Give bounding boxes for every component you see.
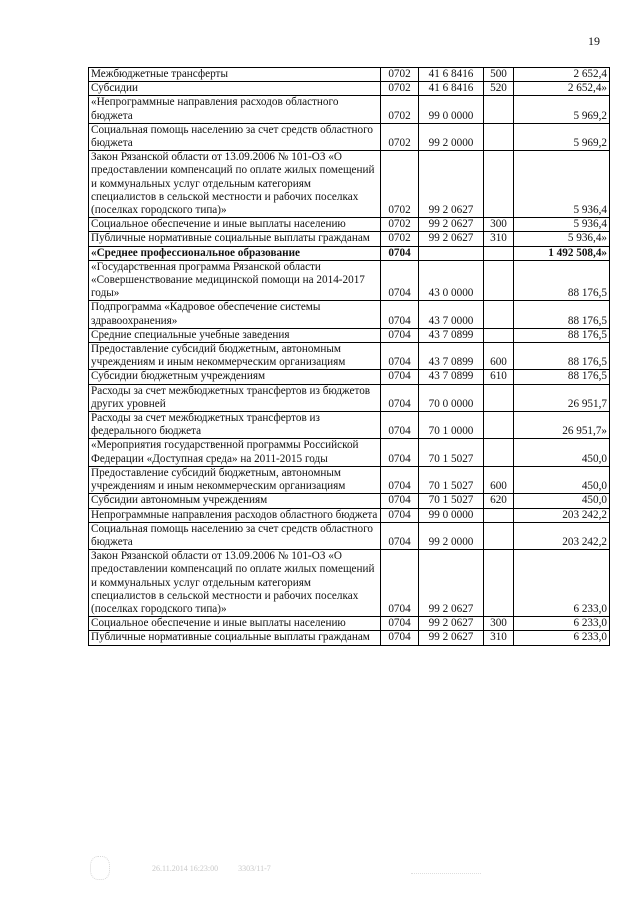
cell-name: «Непрограммные направления расходов областного бюджета xyxy=(89,96,381,123)
cell-expense-type: 620 xyxy=(484,494,514,508)
cell-article: 99 2 0000 xyxy=(419,522,484,549)
cell-expense-type xyxy=(484,260,514,301)
cell-name: Публичные нормативные социальные выплаты гражданам xyxy=(89,631,381,645)
cell-expense-type: 500 xyxy=(484,68,514,82)
cell-name: Субсидии xyxy=(89,82,381,96)
cell-sum: 88 176,5 xyxy=(514,343,610,370)
page-number: 19 xyxy=(588,34,600,48)
cell-name: Подпрограмма «Кадровое обеспечение системы здравоохранения» xyxy=(89,301,381,328)
cell-article: 99 0 0000 xyxy=(419,96,484,123)
cell-article: 70 1 0000 xyxy=(419,412,484,439)
cell-article: 41 6 8416 xyxy=(419,82,484,96)
cell-article: 99 2 0627 xyxy=(419,232,484,246)
cell-section: 0702 xyxy=(381,218,419,232)
cell-section: 0704 xyxy=(381,494,419,508)
cell-sum: 203 242,2 xyxy=(514,508,610,522)
cell-article: 43 0 0000 xyxy=(419,260,484,301)
budget-table-body xyxy=(89,68,610,646)
table-row xyxy=(89,123,610,150)
cell-name: Субсидии автономным учреждениям xyxy=(89,494,381,508)
cell-expense-type xyxy=(484,96,514,123)
cell-section: 0704 xyxy=(381,384,419,411)
cell-expense-type xyxy=(484,550,514,617)
cell-sum: 6 233,0 xyxy=(514,550,610,617)
cell-sum: 203 242,2 xyxy=(514,522,610,549)
table-row xyxy=(89,96,610,123)
cell-sum: 88 176,5 xyxy=(514,260,610,301)
cell-sum: 26 951,7 xyxy=(514,384,610,411)
table-row xyxy=(89,412,610,439)
cell-name: «Среднее профессиональное образование xyxy=(89,246,381,260)
table-row xyxy=(89,631,610,645)
table-row xyxy=(89,68,610,82)
cell-sum: 88 176,5 xyxy=(514,301,610,328)
cell-expense-type: 310 xyxy=(484,631,514,645)
cell-sum: 5 936,4 xyxy=(514,151,610,218)
cell-sum: 6 233,0 xyxy=(514,617,610,631)
table-row xyxy=(89,328,610,342)
cell-section: 0704 xyxy=(381,246,419,260)
cell-expense-type xyxy=(484,508,514,522)
table-row xyxy=(89,550,610,617)
cell-name: Публичные нормативные социальные выплаты гражданам xyxy=(89,232,381,246)
cell-section: 0702 xyxy=(381,151,419,218)
cell-name: Закон Рязанской области от 13.09.2006 № 101-ОЗ «О предоставлении компенсаций по оплате жилых помещений и коммунальных услуг отдельным категориям специалистов в сельской местности и рабочих поселках (поселках городского типа)» xyxy=(89,550,381,617)
cell-article: 99 0 0000 xyxy=(419,508,484,522)
cell-section: 0704 xyxy=(381,508,419,522)
cell-sum: 88 176,5 xyxy=(514,370,610,384)
cell-sum: 6 233,0 xyxy=(514,631,610,645)
table-row xyxy=(89,439,610,466)
cell-article xyxy=(419,246,484,260)
cell-expense-type: 600 xyxy=(484,343,514,370)
cell-article: 70 0 0000 xyxy=(419,384,484,411)
cell-name: Межбюджетные трансферты xyxy=(89,68,381,82)
table-row xyxy=(89,617,610,631)
cell-expense-type xyxy=(484,328,514,342)
cell-article: 99 2 0627 xyxy=(419,218,484,232)
cell-article: 41 6 8416 xyxy=(419,68,484,82)
cell-section: 0702 xyxy=(381,232,419,246)
cell-sum: 2 652,4» xyxy=(514,82,610,96)
cell-expense-type: 520 xyxy=(484,82,514,96)
cell-expense-type xyxy=(484,522,514,549)
cell-section: 0704 xyxy=(381,260,419,301)
cell-expense-type xyxy=(484,384,514,411)
cell-expense-type: 610 xyxy=(484,370,514,384)
table-row xyxy=(89,301,610,328)
cell-name: Социальная помощь населению за счет средств областного бюджета xyxy=(89,522,381,549)
cell-name: Социальная помощь населению за счет средств областного бюджета xyxy=(89,123,381,150)
footer-timestamp: 26.11.2014 16:23:00 xyxy=(152,863,219,873)
cell-expense-type xyxy=(484,123,514,150)
table-row xyxy=(89,466,610,493)
cell-name: Закон Рязанской области от 13.09.2006 № 101-ОЗ «О предоставлении компенсаций по оплате жилых помещений и коммунальных услуг отдельным категориям специалистов в сельской местности и рабочих поселках (поселках городского типа)» xyxy=(89,151,381,218)
cell-sum: 450,0 xyxy=(514,494,610,508)
table-row xyxy=(89,82,610,96)
cell-article: 99 2 0627 xyxy=(419,617,484,631)
cell-article: 99 2 0627 xyxy=(419,550,484,617)
cell-sum: 88 176,5 xyxy=(514,328,610,342)
table-row xyxy=(89,218,610,232)
cell-sum: 2 652,4 xyxy=(514,68,610,82)
cell-article: 99 2 0627 xyxy=(419,631,484,645)
cell-section: 0704 xyxy=(381,466,419,493)
budget-table xyxy=(88,67,610,646)
cell-expense-type xyxy=(484,151,514,218)
cell-section: 0702 xyxy=(381,68,419,82)
cell-name: Социальное обеспечение и иные выплаты населению xyxy=(89,218,381,232)
cell-article: 43 7 0899 xyxy=(419,370,484,384)
cell-expense-type: 300 xyxy=(484,218,514,232)
cell-article: 43 7 0000 xyxy=(419,301,484,328)
cell-section: 0704 xyxy=(381,301,419,328)
cell-name: Средние специальные учебные заведения xyxy=(89,328,381,342)
cell-sum: 26 951,7» xyxy=(514,412,610,439)
cell-section: 0704 xyxy=(381,343,419,370)
cell-name: Предоставление субсидий бюджетным, автономным учреждениям и иным некоммерческим организациям xyxy=(89,466,381,493)
table-row xyxy=(89,494,610,508)
table-row xyxy=(89,246,610,260)
cell-expense-type: 600 xyxy=(484,466,514,493)
cell-section: 0704 xyxy=(381,617,419,631)
cell-article: 70 1 5027 xyxy=(419,466,484,493)
table-row xyxy=(89,343,610,370)
cell-article: 70 1 5027 xyxy=(419,439,484,466)
cell-section: 0704 xyxy=(381,522,419,549)
cell-article: 99 2 0000 xyxy=(419,123,484,150)
table-row xyxy=(89,384,610,411)
cell-article: 99 2 0627 xyxy=(419,151,484,218)
table-row xyxy=(89,522,610,549)
cell-expense-type: 300 xyxy=(484,617,514,631)
cell-name: Расходы за счет межбюджетных трансфертов из бюджетов других уровней xyxy=(89,384,381,411)
cell-name: Расходы за счет межбюджетных трансфертов из федерального бюджета xyxy=(89,412,381,439)
cell-expense-type xyxy=(484,246,514,260)
cell-sum: 5 969,2 xyxy=(514,96,610,123)
cell-section: 0704 xyxy=(381,412,419,439)
stamp-icon xyxy=(90,856,110,880)
cell-section: 0704 xyxy=(381,370,419,384)
cell-sum: 450,0 xyxy=(514,466,610,493)
cell-article: 43 7 0899 xyxy=(419,343,484,370)
cell-sum: 1 492 508,4» xyxy=(514,246,610,260)
cell-expense-type xyxy=(484,412,514,439)
cell-section: 0704 xyxy=(381,328,419,342)
cell-name: Непрограммные направления расходов областного бюджета xyxy=(89,508,381,522)
cell-expense-type xyxy=(484,439,514,466)
cell-name: «Государственная программа Рязанской области «Совершенствование медицинской помощи на 2014-2017 годы» xyxy=(89,260,381,301)
cell-sum: 5 936,4 xyxy=(514,218,610,232)
table-row xyxy=(89,151,610,218)
cell-name: «Мероприятия государственной программы Российской Федерации «Доступная среда» на 2011-2015 годы xyxy=(89,439,381,466)
table-row xyxy=(89,260,610,301)
cell-article: 43 7 0899 xyxy=(419,328,484,342)
cell-sum: 5 969,2 xyxy=(514,123,610,150)
table-row xyxy=(89,232,610,246)
cell-sum: 5 936,4» xyxy=(514,232,610,246)
cell-name: Субсидии бюджетным учреждениям xyxy=(89,370,381,384)
cell-section: 0702 xyxy=(381,82,419,96)
footer xyxy=(90,856,499,880)
cell-section: 0704 xyxy=(381,550,419,617)
cell-section: 0702 xyxy=(381,123,419,150)
cell-name: Предоставление субсидий бюджетным, автономным учреждениям и иным некоммерческим организациям xyxy=(89,343,381,370)
cell-expense-type xyxy=(484,301,514,328)
table-row xyxy=(89,508,610,522)
footer-doc-code: 3303/11-7 xyxy=(238,863,271,873)
cell-sum: 450,0 xyxy=(514,439,610,466)
scan-watermark xyxy=(411,863,481,874)
table-row xyxy=(89,370,610,384)
cell-section: 0704 xyxy=(381,631,419,645)
cell-name: Социальное обеспечение и иные выплаты населению xyxy=(89,617,381,631)
cell-section: 0704 xyxy=(381,439,419,466)
cell-section: 0702 xyxy=(381,96,419,123)
cell-article: 70 1 5027 xyxy=(419,494,484,508)
cell-expense-type: 310 xyxy=(484,232,514,246)
